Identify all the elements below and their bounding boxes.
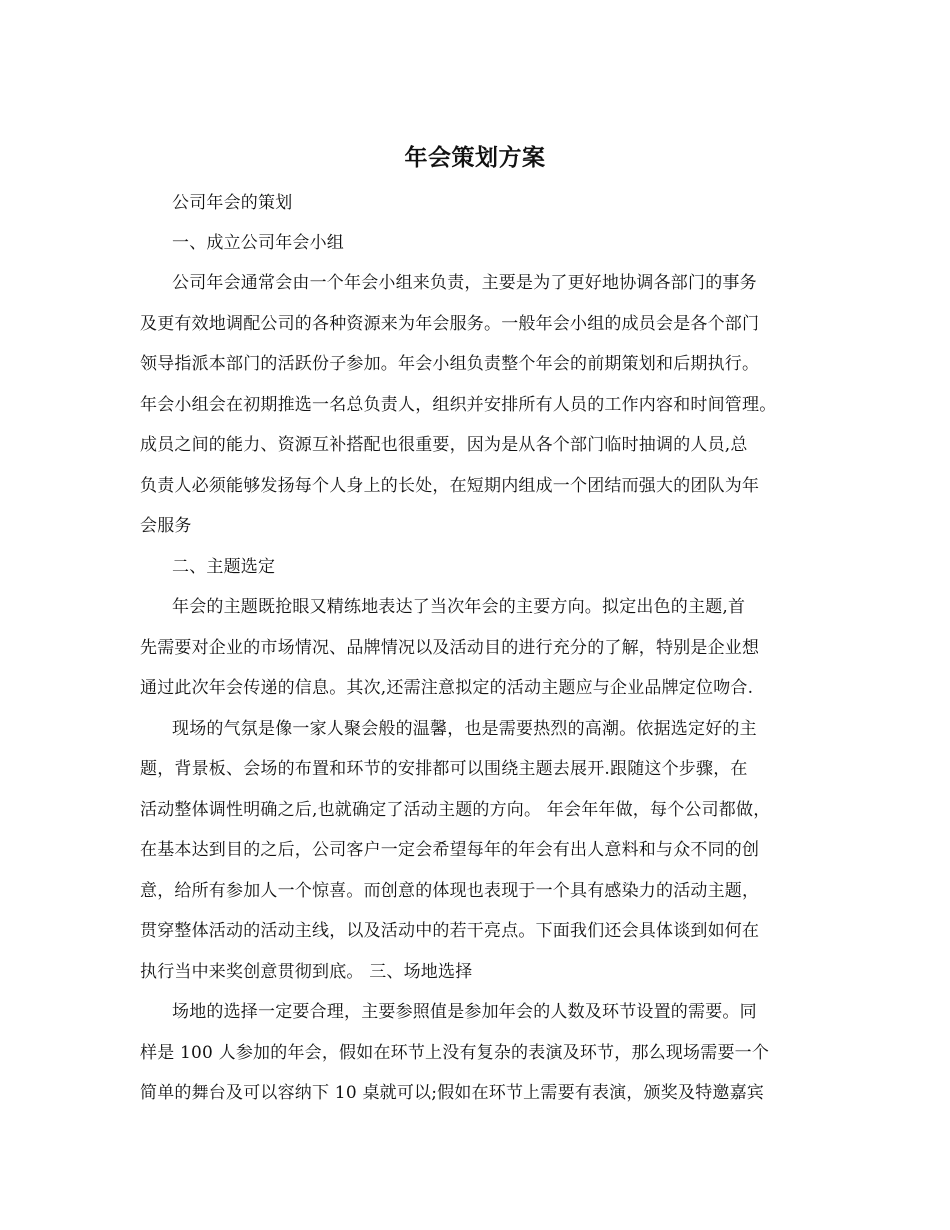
paragraph-line: 现场的气氛是像一家人聚会般的温馨，也是需要热烈的高潮。依据选定好的主 [172, 719, 757, 739]
paragraph-line: 贯穿整体活动的活动主线，以及活动中的若干亮点。下面我们还会具体谈到如何在 [140, 921, 760, 941]
paragraph-line: 样是 100 人参加的年会，假如在环节上没有复杂的表演及环节，那么现场需要一个 [140, 1043, 770, 1063]
paragraph-line: 场地的选择一定要合理，主要参照值是参加年会的人数及环节设置的需要。同 [172, 1002, 757, 1022]
paragraph-line: 通过此次年会传递的信息。其次,还需注意拟定的活动主题应与企业品牌定位吻合. [140, 678, 754, 698]
paragraph-line: 执行当中来奖创意贯彻到底。 三、场地选择 [140, 962, 473, 982]
paragraph-line: 负责人必须能够发扬每个人身上的长处，在短期内组成一个团结而强大的团队为年 [140, 476, 760, 496]
paragraph-line: 年会的主题既抢眼又精练地表达了当次年会的主要方向。拟定出色的主题,首 [172, 597, 746, 617]
section-heading-planning: 公司年会的策划 [172, 193, 293, 213]
paragraph-line: 先需要对企业的市场情况、品牌情况以及活动目的进行充分的了解，特别是企业想 [140, 638, 760, 658]
paragraph-line: 简单的舞台及可以容纳下 10 桌就可以;假如在环节上需要有表演，颁奖及特邀嘉宾 [140, 1083, 764, 1103]
paragraph-line: 活动整体调性明确之后,也就确定了活动主题的方向。 年会年年做，每个公司都做， [140, 800, 771, 820]
paragraph-line: 及更有效地调配公司的各种资源来为年会服务。一般年会小组的成员会是各个部门 [140, 314, 760, 334]
paragraph-line: 公司年会通常会由一个年会小组来负责，主要是为了更好地协调各部门的事务 [172, 273, 757, 293]
document-title: 年会策划方案 [404, 144, 546, 171]
section-heading-1: 一、成立公司年会小组 [172, 233, 344, 253]
paragraph-line: 成员之间的能力、资源互补搭配也很重要，因为是从各个部门临时抽调的人员,总 [140, 435, 748, 455]
paragraph-line: 会服务 [140, 516, 192, 536]
paragraph-line: 年会小组会在初期推选一名总负责人，组织并安排所有人员的工作内容和时间管理。 [140, 395, 777, 415]
paragraph-line: 在基本达到目的之后，公司客户一定会希望每年的年会有出人意料和与众不同的创 [140, 840, 760, 860]
paragraph-line: 意，给所有参加人一个惊喜。而创意的体现也表现于一个具有感染力的活动主题， [140, 881, 760, 901]
paragraph-line: 题，背景板、会场的布置和环节的安排都可以围绕主题去展开.跟随这个步骤，在 [140, 759, 748, 779]
section-heading-2: 二、主题选定 [172, 557, 276, 577]
paragraph-line: 领导指派本部门的活跃份子参加。年会小组负责整个年会的前期策划和后期执行。 [140, 354, 760, 374]
